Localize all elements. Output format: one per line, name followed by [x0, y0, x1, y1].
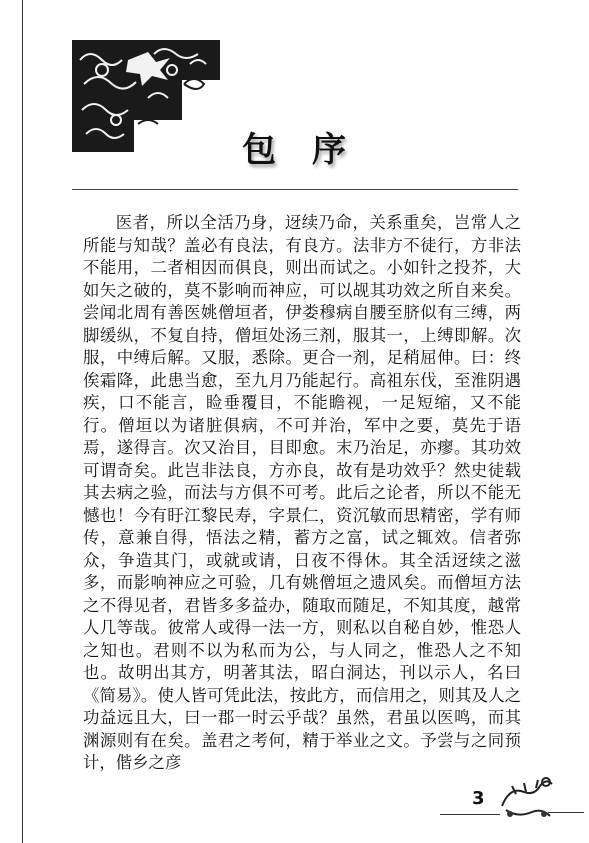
title-char-2: 序 [312, 130, 348, 170]
title-divider [72, 189, 518, 190]
dragon-ornament-icon [496, 770, 558, 822]
preface-paragraph: 医者，所以全活乃身，迓续乃命，关系重矣，岂常人之所能与知哉？盖必有良法，有良方。法非方不徒行，方非法不能用，二者相因而俱良，则出而试之。小如针之投芥，大如矢之破的，莫不影响而神应，可以觇其功效之所自来矣。尝闻北周有善医姚僧垣者，伊娄穆病自腰至脐似有三缚，两脚缓纵，不复自持，僧垣处汤三剂，服其一，上缚即解。次服，中缚后解。又服，悉除。更合一剂，足稍屈伸。曰：终俟霜降，此患当愈，至九月乃能起行。高祖东伐，至淮阴遇疾，口不能言，睑垂覆目，不能瞻视，一足短缩，又不能行。僧垣以为诸脏俱病，不可并治，军中之要，莫先于语焉，遂得言。次又治目，目即愈。末乃治足，亦瘳。其功效可谓奇矣。此岂非法良，方亦良，故有是功效乎？然史徒载其去病之验，而法与方俱不可考。此后之论者，所以不能无憾也！今有盱江黎民寿，字景仁，资沉敏而思精密，学有师传，意兼自得，悟法之精，蓄方之富，试之辄效。信者弥众，争造其门，或就或请，日夜不得休。其全活迓续之滋多，而影响神应之可验，几有姚僧垣之遗风矣。而僧垣方法之不得见者，君皆多多益办，随取而随足，不知其度，越常人几等哉。彼常人或得一法一方，则私以自秘自妙，惟恐人之知也。君则不以为私而为公，与人同之，惟恐人之不知也。故明出其方，明著其法，昭白洞达，刊以示人，名曰《简易》。使人皆可凭此法，按此方，而信用之，则其及人之功益远且大，曰一郡一时云乎哉？虽然，君虽以医鸣，而其渊源则有在矣。盖君之考何，精于举业之文。予尝与之同预计，偕乡之彦 [83, 213, 521, 772]
footer-rule-left [440, 814, 500, 815]
book-spine-line [22, 0, 23, 843]
page-title [242, 122, 348, 171]
cloud-bird-ornament-icon [72, 40, 220, 152]
page-number: 3 [472, 788, 485, 809]
title-char-1: 包 [242, 130, 278, 170]
preface-body [83, 212, 521, 775]
footer-rule-right [548, 812, 584, 813]
